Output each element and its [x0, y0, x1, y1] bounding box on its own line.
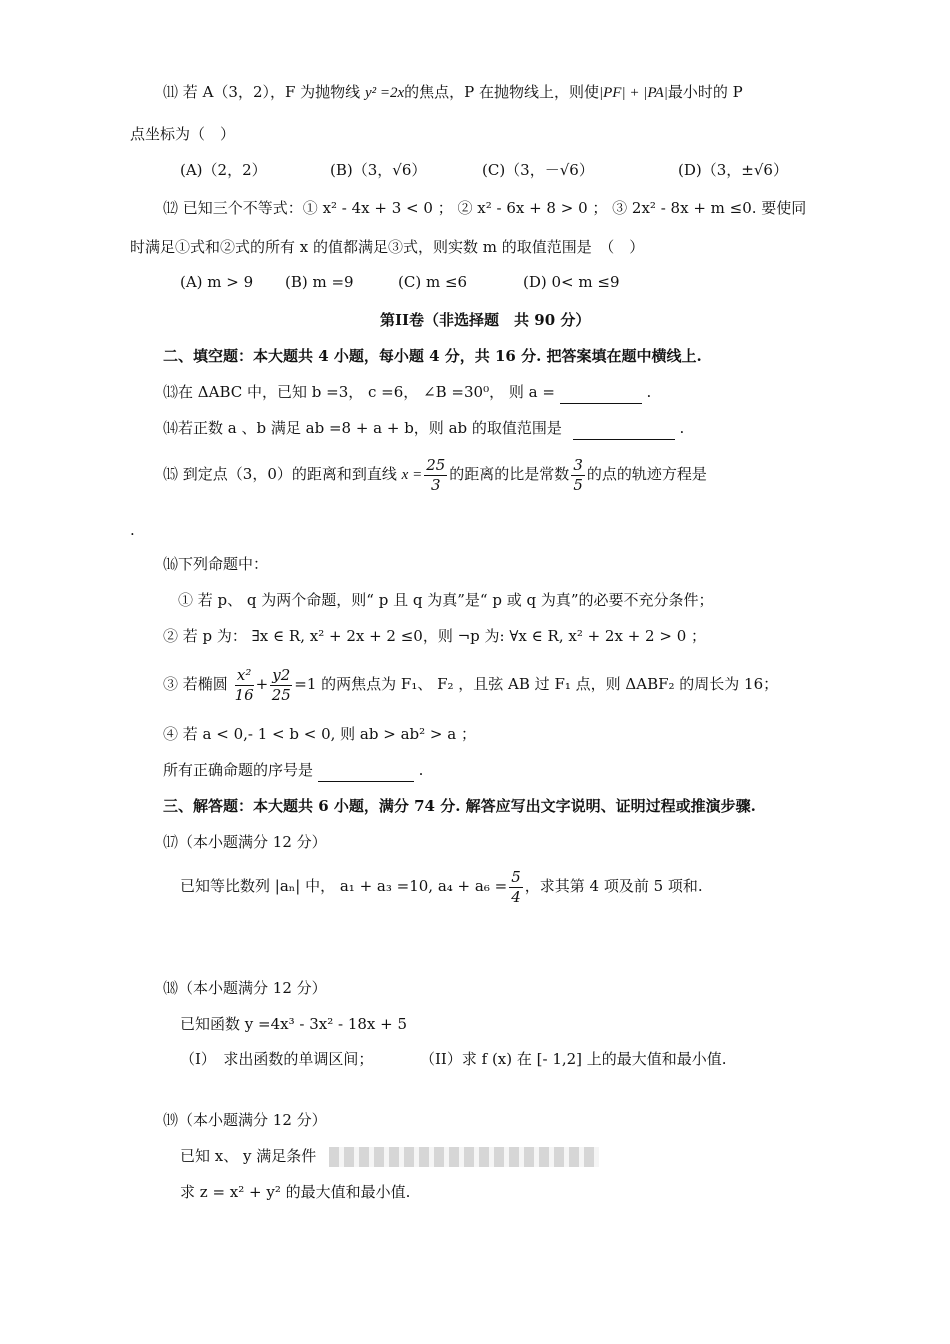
q13-answer-blank[interactable]: [560, 385, 642, 404]
q11-line1: ⑾ 若 A（3，2），F 为抛物线 y² =2x的焦点，P 在抛物线上，则使|PF| + |PA|最小时的 P: [163, 83, 743, 101]
q13-number: ⒀: [163, 383, 179, 401]
q11-option-c: (C)（3，－√6）: [482, 161, 594, 179]
q14-number: ⒁: [163, 419, 179, 437]
q16-item-1: ① 若 p、 q 为两个命题，则“ p 且 q 为真”是“ p 或 q 为真”的必要不充分条件；: [178, 591, 714, 609]
q12-option-b: (B) m =9: [285, 273, 354, 291]
q19-line2: 求 z = x² + y² 的最大值和最小值.: [180, 1183, 411, 1201]
section3-heading: 三、解答题：本大题共 6 小题，满分 74 分. 解答应写出文字说明、证明过程或推演步骤.: [163, 797, 756, 815]
q11-number: ⑾: [163, 83, 179, 101]
q16-fraction-y: $\frac{y2}{25}$: [271, 665, 291, 704]
q16-tail: 所有正确命题的序号是 .: [163, 758, 423, 782]
q16-answer-blank[interactable]: [318, 763, 414, 782]
q15-fraction-2: $\frac{3}{5}$: [573, 455, 583, 494]
q16-item-4: ④ 若 a < 0,- 1 < b < 0, 则 ab > ab² > a ；: [163, 725, 476, 743]
q11-option-d: (D)（3，±√6）: [678, 161, 788, 179]
q19-score: ⒆（本小题满分 12 分）: [163, 1111, 327, 1129]
q15-fraction-1: $\frac{25}{3}$: [426, 455, 446, 494]
q16-item-2: ② 若 p 为： ∃x ∈ R, x² + 2x + 2 ≤0，则 ¬p 为: ∀x ∈ R, x² + 2x + 2 > 0 ；: [163, 627, 707, 645]
q18-number: ⒅: [163, 979, 179, 997]
q12-option-d: (D) 0< m ≤9: [523, 273, 620, 291]
q17-body: 已知等比数列 |aₙ| 中， a₁ + a₃ =10, a₄ + a₆ = $\frac{5}{4}$ ，求其第 4 项及前 5 项和.: [180, 867, 703, 906]
q12-line2: 时满足①式和②式的所有 x 的值都满足③式，则实数 m 的取值范围是 （ ）: [130, 238, 645, 256]
q19-line1: 已知 x、 y 满足条件: [180, 1144, 599, 1168]
q18-score: ⒅（本小题满分 12 分）: [163, 979, 327, 997]
q17-score: ⒄（本小题满分 12 分）: [163, 833, 327, 851]
q19-number: ⒆: [163, 1111, 179, 1129]
section2-heading: 二、填空题：本大题共 4 小题，每小题 4 分，共 16 分. 把答案填在题中横线上.: [163, 347, 702, 365]
q14-answer-blank[interactable]: [573, 421, 675, 440]
q12-option-a: (A) m > 9: [180, 273, 254, 291]
q15-number: ⒂: [163, 465, 179, 483]
q11-line2: 点坐标为（ ）: [130, 125, 236, 143]
part2-title: 第II卷（非选择题 共 90 分）: [380, 311, 591, 329]
q12-line1: ⑿ 已知三个不等式：① x² - 4x + 3 < 0 ； ② x² - 6x + 8 > 0 ； ③ 2x² - 8x + m ≤0. 要使同: [163, 199, 807, 217]
q17-fraction: $\frac{5}{4}$: [511, 867, 521, 906]
q12-option-c: (C) m ≤6: [398, 273, 468, 291]
q19-constraint-image: [329, 1147, 599, 1167]
q17-number: ⒄: [163, 833, 179, 851]
q18-part1: （I） 求出函数的单调区间；: [180, 1050, 374, 1068]
q13: ⒀在 ΔABC 中，已知 b =3， c =6， ∠B =30⁰， 则 a = .: [163, 380, 651, 404]
q16-number: ⒃: [163, 555, 179, 573]
q15: ⒂ 到定点（3，0）的距离和到直线 x = $\frac{25}{3}$ 的距离的比是常数 $\frac{3}{5}$ 的点的轨迹方程是: [163, 455, 707, 494]
q18-line1: 已知函数 y =4x³ - 3x² - 18x + 5: [180, 1015, 408, 1033]
q11-option-a: (A)（2，2）: [180, 161, 267, 179]
q16-item-3: ③ 若椭圆 $\frac{\text{x²}}{16}$ + $\frac{y2}{25}$ =1 的两焦点为 F₁、 F₂ ，且弦 AB 过 F₁ 点，则 ΔABF₂ 的周长为 16；: [163, 665, 779, 704]
q18-part2: （II）求 f (x) 在 [- 1,2] 上的最大值和最小值.: [420, 1050, 727, 1068]
q11-option-b: (B)（3，√6）: [330, 161, 427, 179]
q16-head: ⒃下列命题中：: [163, 555, 269, 573]
q15-trailing-dot: .: [130, 521, 135, 539]
q16-fraction-x: $\frac{\text{x²}}{16}$: [234, 665, 254, 704]
q12-number: ⑿: [163, 199, 179, 217]
q14: ⒁若正数 a 、b 满足 ab =8 + a + b，则 ab 的取值范围是 .: [163, 416, 684, 440]
